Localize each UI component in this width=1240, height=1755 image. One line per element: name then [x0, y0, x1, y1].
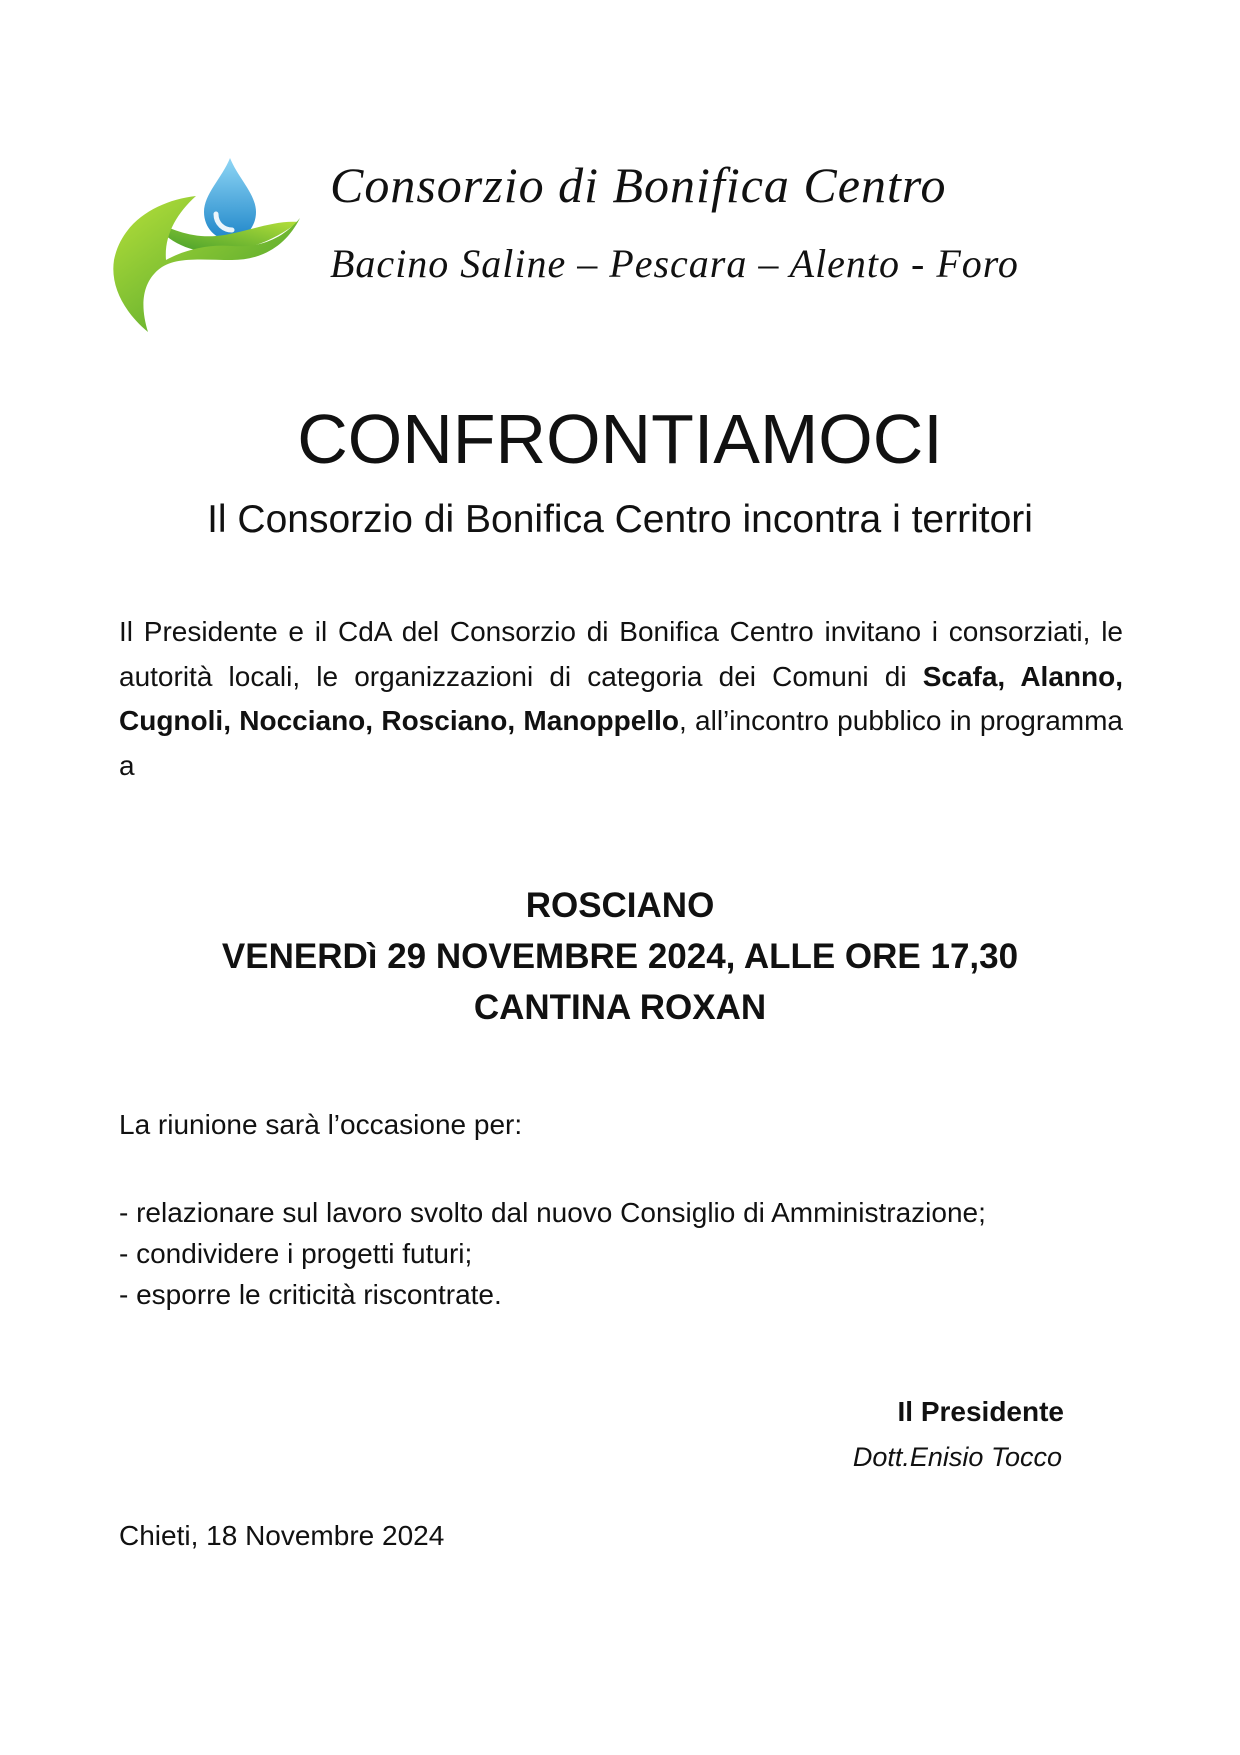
organization-basin: Bacino Saline – Pescara – Alento - Foro: [330, 241, 1019, 286]
event-place: ROSCIANO: [525, 886, 715, 925]
water-drop-leaf-icon: [112, 156, 302, 334]
agenda-list: [119, 1192, 986, 1315]
signature-name: Dott.Enisio Tocco: [852, 1442, 1062, 1472]
invitation-text-end: , all’incontro pubblico in programma a: [119, 705, 1124, 781]
list-item: - relazionare sul lavoro svolto dal nuovo Consiglio di Amministrazione;: [119, 1197, 986, 1228]
organization-name: Consorzio di Bonifica Centro: [330, 157, 947, 213]
list-item: - condividere i progetti futuri;: [119, 1238, 473, 1269]
consortium-logo: [112, 156, 302, 334]
invited-towns: Scafa, Alanno, Cugnoli, Nocciano, Rosciano, Manoppello: [119, 660, 1123, 736]
agenda-intro: La riunione sarà l’occasione per:: [119, 1109, 523, 1140]
invitation-text-start: Il Presidente e il CdA del Consorzio di Bonifica Centro invitano i consorziati, le autorità locali, le organizzazioni di categoria dei Comuni di: [119, 616, 1123, 692]
list-item: - esporre le criticità riscontrate.: [119, 1279, 502, 1310]
event-datetime: VENERDì 29 NOVEMBRE 2024, ALLE ORE 17,30: [221, 937, 1019, 976]
page-title: CONFRONTIAMOCI: [297, 400, 943, 478]
event-venue: CANTINA ROXAN: [473, 988, 767, 1027]
event-details: [0, 880, 1240, 1033]
signature-role: Il Presidente: [897, 1396, 1064, 1427]
page-subtitle: Il Consorzio di Bonifica Centro incontra i territori: [207, 498, 1033, 541]
invitation-paragraph: [119, 610, 1123, 788]
place-and-date: Chieti, 18 Novembre 2024: [119, 1520, 445, 1551]
